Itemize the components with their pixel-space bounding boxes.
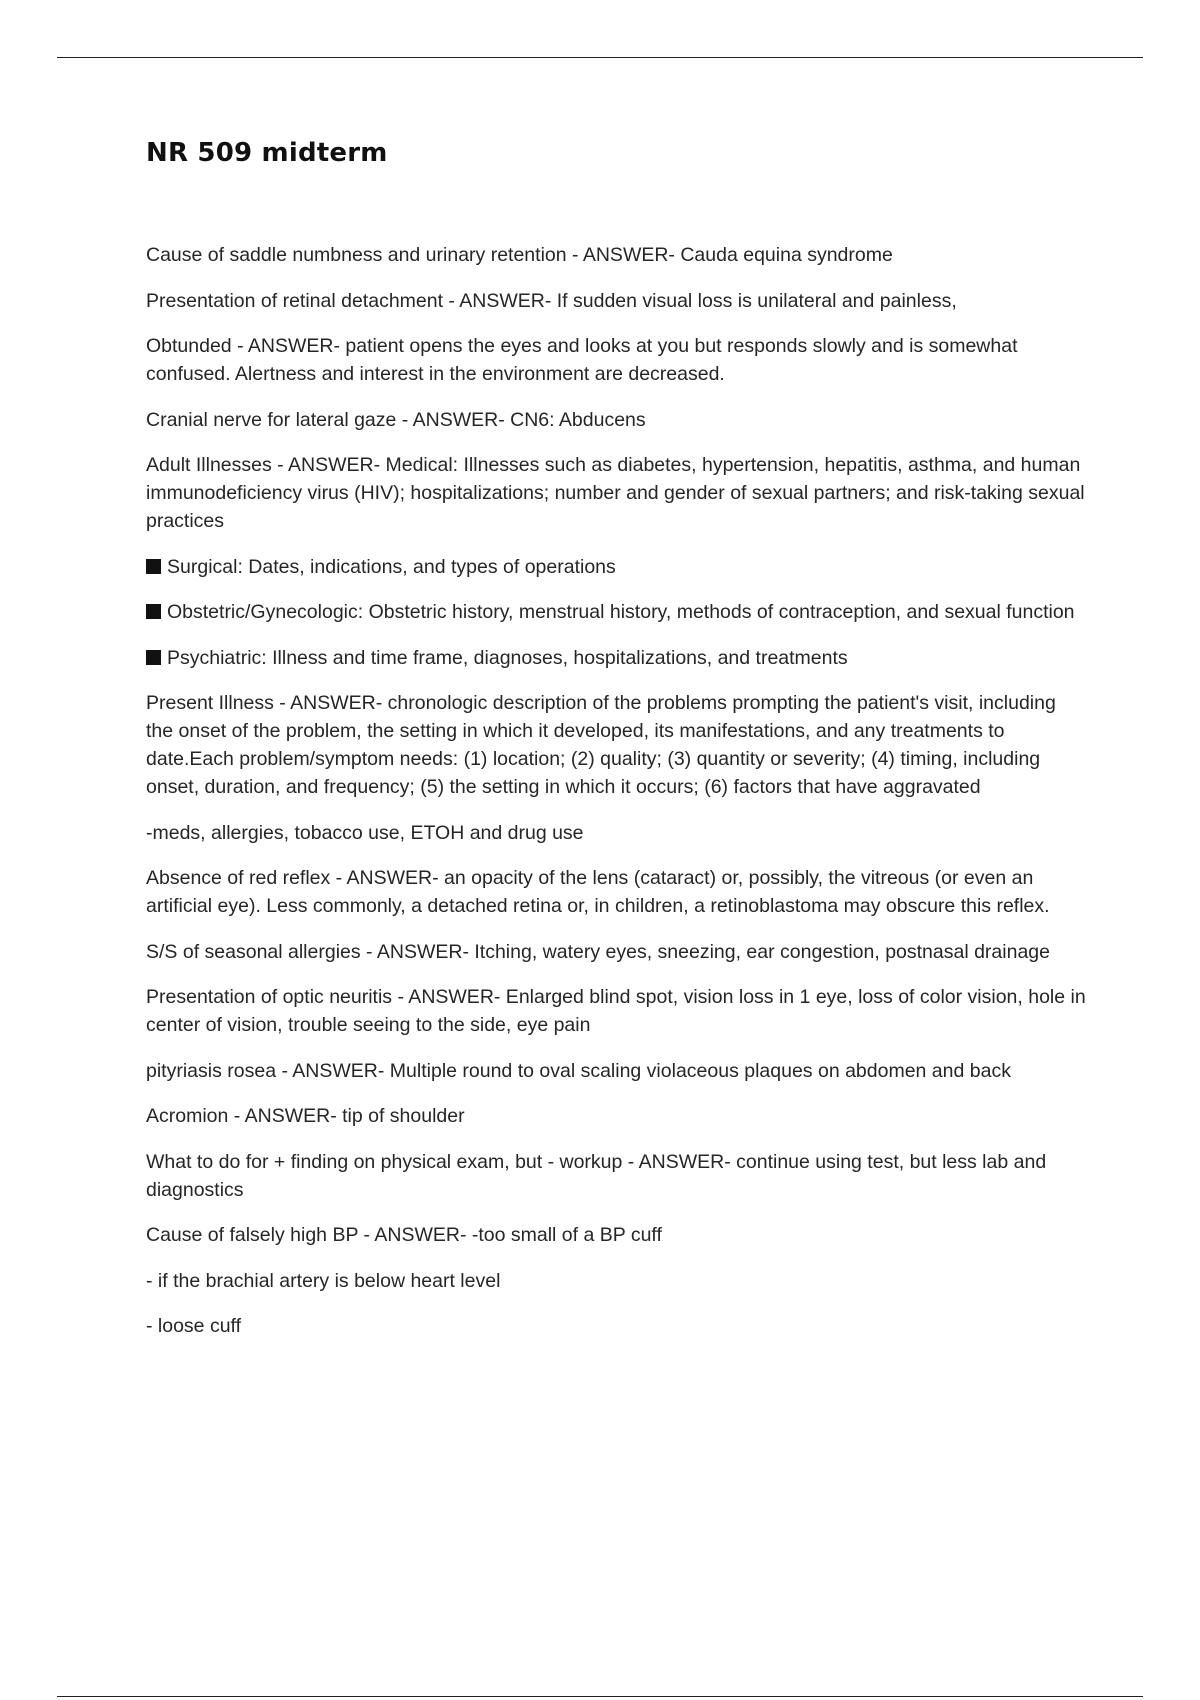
qa-entry [146, 1102, 1086, 1130]
qa-entry [146, 1312, 1086, 1340]
square-bullet-icon [146, 650, 161, 665]
bullet-entry [146, 644, 1086, 672]
entry-text: Cause of falsely high BP - ANSWER- -too small of a BP cuff [146, 1224, 662, 1246]
qa-entry [146, 1221, 1086, 1249]
entry-text: Cause of saddle numbness and urinary retention - ANSWER- Cauda equina syndrome [146, 244, 893, 266]
entry-text: Absence of red reflex - ANSWER- an opacity of the lens (cataract) or, possibly, the vitreous (or even an artificial eye). Less commonly, a detached retina or, in children, a retinoblastoma may obscure this reflex. [146, 867, 1050, 917]
square-bullet-icon [146, 604, 161, 619]
entry-text: Acromion - ANSWER- tip of shoulder [146, 1105, 465, 1127]
square-bullet-icon [146, 559, 161, 574]
entry-text: Surgical: Dates, indications, and types of operations [167, 555, 616, 578]
entry-text: Cranial nerve for lateral gaze - ANSWER- CN6: Abducens [146, 408, 646, 431]
entry-text: Obstetric/Gynecologic: Obstetric history, menstrual history, methods of contraception, and sexual function [167, 601, 1075, 623]
bullet-entry [146, 598, 1086, 626]
qa-entry [146, 938, 1086, 966]
entry-text: Obtunded - ANSWER- patient opens the eyes and looks at you but responds slowly and is somewhat confused. Alertness and interest in the environment are decreased. [146, 335, 1018, 385]
entry-text: -meds, allergies, tobacco use, ETOH and drug use [146, 821, 584, 844]
qa-entry [146, 332, 1086, 388]
qa-entry [146, 1267, 1086, 1295]
qa-entry [146, 1148, 1086, 1204]
qa-entry [146, 864, 1086, 920]
qa-entry [146, 819, 1086, 847]
entry-text: Psychiatric: Illness and time frame, diagnoses, hospitalizations, and treatments [167, 646, 848, 669]
entry-text: S/S of seasonal allergies - ANSWER- Itching, watery eyes, sneezing, ear congestion, postnasal drainage [146, 940, 1050, 963]
qa-entry [146, 406, 1086, 434]
qa-entry [146, 1057, 1086, 1085]
bottom-divider [57, 1696, 1143, 1697]
entry-text: Presentation of retinal detachment - ANSWER- If sudden visual loss is unilateral and painless, [146, 289, 957, 312]
qa-entry [146, 287, 1086, 315]
entry-text: Adult Illnesses - ANSWER- Medical: Illnesses such as diabetes, hypertension, hepatitis, asthma, and human immunodeficiency virus (HIV); hospitalizations; number and gender of sexual partners; and risk-taking sexual practices [146, 454, 1085, 532]
qa-entry [146, 983, 1086, 1039]
qa-entry [146, 451, 1086, 535]
entry-text: Present Illness - ANSWER- chronologic description of the problems prompting the patient's visit, including the onset of the problem, the setting in which it developed, its manifestations, and any treatments to date.Each problem/symptom needs: (1) location; (2) quality; (3) quantity or severity; (4) timing, including onset, duration, and frequency; (5) the setting in which it occurs; (6) factors that have aggravated [146, 692, 1056, 798]
document-title: NR 509 midterm [146, 138, 388, 168]
entry-text: - loose cuff [146, 1315, 242, 1337]
question-answer-list [146, 241, 1086, 1358]
qa-entry [146, 241, 1086, 269]
top-divider [57, 57, 1143, 58]
entry-text: Presentation of optic neuritis - ANSWER- Enlarged blind spot, vision loss in 1 eye, loss of color vision, hole in center of vision, trouble seeing to the side, eye pain [146, 986, 1086, 1036]
entry-text: pityriasis rosea - ANSWER- Multiple round to oval scaling violaceous plaques on abdomen and back [146, 1059, 1011, 1082]
entry-text: What to do for + finding on physical exam, but - workup - ANSWER- continue using test, but less lab and diagnostics [146, 1150, 1047, 1201]
bullet-entry [146, 553, 1086, 581]
entry-text: - if the brachial artery is below heart level [146, 1269, 501, 1292]
qa-entry [146, 689, 1086, 801]
